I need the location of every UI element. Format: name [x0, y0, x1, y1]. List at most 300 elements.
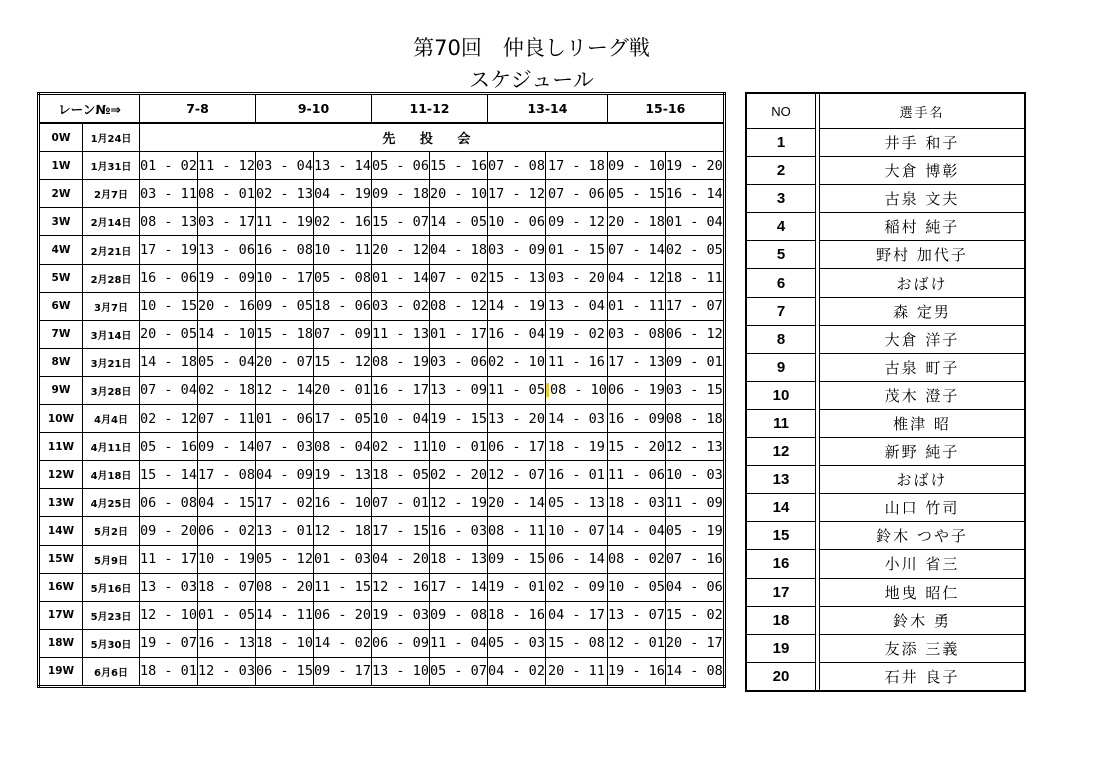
match-cell: 12 - 19 — [430, 489, 488, 517]
date-cell: 3月14日 — [83, 320, 140, 348]
lane-label: レーン№⇒ — [39, 94, 140, 124]
match-cell: 13 - 14 — [314, 152, 372, 180]
match-cell: 20 - 14 — [488, 489, 546, 517]
match-cell: 19 - 02 — [546, 320, 608, 348]
schedule-row — [39, 517, 725, 545]
event-row — [39, 123, 725, 152]
match-cell: 13 - 06 — [198, 236, 256, 264]
match-cell: 18 - 01 — [140, 657, 198, 686]
match-cell: 01 - 04 — [665, 208, 724, 236]
week-cell: 8W — [39, 348, 83, 376]
player-row — [746, 325, 1025, 353]
player-number: 11 — [746, 409, 816, 437]
match-cell: 05 - 03 — [488, 629, 546, 657]
match-cell: 16 - 01 — [546, 461, 608, 489]
match-cell: 03 - 11 — [140, 180, 198, 208]
match-cell: 08 - 12 — [430, 292, 488, 320]
match-cell: 10 - 05 — [607, 573, 665, 601]
player-name: 大倉 洋子 — [820, 325, 1026, 353]
player-name: 山口 竹司 — [820, 494, 1026, 522]
match-cell: 06 - 09 — [372, 629, 430, 657]
match-cell: 19 - 16 — [607, 657, 665, 686]
players-table — [745, 92, 1026, 692]
match-cell: 09 - 17 — [314, 657, 372, 686]
match-cell: 03 - 04 — [256, 152, 314, 180]
match-cell: 08 - 19 — [372, 348, 430, 376]
match-cell: 07 - 08 — [488, 152, 546, 180]
date-cell: 5月16日 — [83, 573, 140, 601]
match-text: 08 - 10 — [550, 382, 607, 399]
date-cell: 3月7日 — [83, 292, 140, 320]
match-cell: 09 - 05 — [256, 292, 314, 320]
week-cell: 3W — [39, 208, 83, 236]
player-number: 9 — [746, 353, 816, 381]
schedule-row — [39, 180, 725, 208]
match-cell: 04 - 17 — [546, 601, 608, 629]
match-cell: 07 - 04 — [140, 376, 198, 404]
match-cell: 20 - 10 — [430, 180, 488, 208]
match-cell: 06 - 15 — [256, 657, 314, 686]
match-cell: 17 - 05 — [314, 405, 372, 433]
match-cell: 19 - 07 — [140, 629, 198, 657]
match-cell: 03 - 20 — [546, 264, 608, 292]
match-cell: 19 - 15 — [430, 405, 488, 433]
match-cell: 06 - 08 — [140, 489, 198, 517]
match-cell: 05 - 15 — [607, 180, 665, 208]
match-cell: 02 - 10 — [488, 348, 546, 376]
page-title: 第70回 仲良しリーグ戦 — [413, 36, 650, 60]
match-cell: 18 - 13 — [430, 545, 488, 573]
week-cell: 2W — [39, 180, 83, 208]
match-cell: 10 - 06 — [488, 208, 546, 236]
match-cell: 10 - 11 — [314, 236, 372, 264]
match-cell: 06 - 17 — [488, 433, 546, 461]
match-cell: 15 - 13 — [488, 264, 546, 292]
player-number: 17 — [746, 578, 816, 606]
match-cell: 08 - 02 — [607, 545, 665, 573]
schedule-row — [39, 489, 725, 517]
match-cell: 02 - 11 — [372, 433, 430, 461]
lane-header: 7-8 — [140, 94, 256, 124]
match-cell: 03 - 17 — [198, 208, 256, 236]
match-cell: 06 - 20 — [314, 601, 372, 629]
match-cell: 12 - 10 — [140, 601, 198, 629]
match-cell: 20 - 18 — [607, 208, 665, 236]
schedule-row — [39, 208, 725, 236]
player-number: 7 — [746, 297, 816, 325]
player-number: 3 — [746, 185, 816, 213]
player-number: 14 — [746, 494, 816, 522]
match-cell: 14 - 18 — [140, 348, 198, 376]
match-cell: 04 - 12 — [607, 264, 665, 292]
match-cell: 17 - 14 — [430, 573, 488, 601]
week-cell: 15W — [39, 545, 83, 573]
match-cell: 16 - 10 — [314, 489, 372, 517]
player-name: 椎津 昭 — [820, 409, 1026, 437]
player-name: 石井 良子 — [820, 662, 1026, 691]
match-cell: 06 - 14 — [546, 545, 608, 573]
match-cell: 18 - 07 — [198, 573, 256, 601]
match-cell: 10 - 03 — [665, 461, 724, 489]
schedule-row — [39, 264, 725, 292]
schedule-row — [39, 433, 725, 461]
match-cell: 01 - 03 — [314, 545, 372, 573]
match-cell: 11 - 04 — [430, 629, 488, 657]
name-header: 選手名 — [820, 93, 1026, 129]
date-cell: 1月24日 — [83, 123, 140, 152]
match-cell: 05 - 12 — [256, 545, 314, 573]
week-cell: 12W — [39, 461, 83, 489]
week-cell: 5W — [39, 264, 83, 292]
player-name: 鈴木 つや子 — [820, 522, 1026, 550]
player-number: 6 — [746, 269, 816, 297]
match-cell: 11 - 13 — [372, 320, 430, 348]
match-cell: 17 - 18 — [546, 152, 608, 180]
match-cell: 04 - 09 — [256, 461, 314, 489]
match-cell: 11 - 05 — [488, 376, 546, 404]
match-cell: 10 - 04 — [372, 405, 430, 433]
players-header-row — [746, 93, 1025, 129]
date-cell: 4月4日 — [83, 405, 140, 433]
player-number: 13 — [746, 466, 816, 494]
match-cell: 12 - 01 — [607, 629, 665, 657]
match-cell: 16 - 03 — [430, 517, 488, 545]
player-number: 20 — [746, 662, 816, 691]
player-name: 小川 省三 — [820, 550, 1026, 578]
match-cell: 03 - 08 — [607, 320, 665, 348]
match-cell: 11 - 15 — [314, 573, 372, 601]
match-cell: 12 - 14 — [256, 376, 314, 404]
match-cell: 08 - 20 — [256, 573, 314, 601]
match-cell: 06 - 12 — [665, 320, 724, 348]
match-cell: 14 - 08 — [665, 657, 724, 686]
player-name: 友添 三義 — [820, 634, 1026, 662]
player-name: 井手 和子 — [820, 129, 1026, 157]
schedule-row — [39, 461, 725, 489]
match-cell: 16 - 13 — [198, 629, 256, 657]
player-number: 15 — [746, 522, 816, 550]
match-cell: 09 - 01 — [665, 348, 724, 376]
match-cell: 05 - 04 — [198, 348, 256, 376]
match-cell: 18 - 05 — [372, 461, 430, 489]
match-cell: 17 - 19 — [140, 236, 198, 264]
player-name: 稲村 純子 — [820, 213, 1026, 241]
week-cell: 0W — [39, 123, 83, 152]
match-cell: 08 - 01 — [198, 180, 256, 208]
match-cell: 13 - 03 — [140, 573, 198, 601]
player-row — [746, 269, 1025, 297]
match-cell: 11 - 17 — [140, 545, 198, 573]
player-row — [746, 213, 1025, 241]
player-row — [746, 353, 1025, 381]
match-cell: 07 - 16 — [665, 545, 724, 573]
match-cell: 04 - 19 — [314, 180, 372, 208]
player-row — [746, 381, 1025, 409]
match-cell: 14 - 05 — [430, 208, 488, 236]
player-name: 古泉 町子 — [820, 353, 1026, 381]
match-cell: 02 - 05 — [665, 236, 724, 264]
date-cell: 2月7日 — [83, 180, 140, 208]
player-number: 16 — [746, 550, 816, 578]
match-cell: 05 - 06 — [372, 152, 430, 180]
match-cell: 14 - 10 — [198, 320, 256, 348]
player-row — [746, 438, 1025, 466]
match-cell: 20 - 05 — [140, 320, 198, 348]
match-cell: 14 - 03 — [546, 405, 608, 433]
match-cell: 01 - 02 — [140, 152, 198, 180]
match-cell: 10 - 17 — [256, 264, 314, 292]
match-cell: 04 - 18 — [430, 236, 488, 264]
player-row — [746, 297, 1025, 325]
match-cell: 13 - 10 — [372, 657, 430, 686]
match-cell: 17 - 08 — [198, 461, 256, 489]
date-cell: 2月14日 — [83, 208, 140, 236]
match-cell: 06 - 02 — [198, 517, 256, 545]
match-cell: 19 - 13 — [314, 461, 372, 489]
match-cell: 12 - 16 — [372, 573, 430, 601]
player-number: 10 — [746, 381, 816, 409]
date-cell: 2月21日 — [83, 236, 140, 264]
match-cell: 07 - 14 — [607, 236, 665, 264]
player-name: 新野 純子 — [820, 438, 1026, 466]
player-name: 野村 加代子 — [820, 241, 1026, 269]
match-cell: 04 - 20 — [372, 545, 430, 573]
date-cell: 4月25日 — [83, 489, 140, 517]
date-cell: 4月18日 — [83, 461, 140, 489]
date-cell: 5月23日 — [83, 601, 140, 629]
date-cell: 1月31日 — [83, 152, 140, 180]
match-cell: 02 - 12 — [140, 405, 198, 433]
match-cell: 09 - 15 — [488, 545, 546, 573]
schedule-row — [39, 545, 725, 573]
match-cell: 07 - 02 — [430, 264, 488, 292]
match-cell: 14 - 02 — [314, 629, 372, 657]
date-cell: 5月2日 — [83, 517, 140, 545]
schedule-header-row — [39, 94, 725, 124]
week-cell: 6W — [39, 292, 83, 320]
player-name: 鈴木 勇 — [820, 606, 1026, 634]
match-cell: 01 - 14 — [372, 264, 430, 292]
match-cell: 18 - 16 — [488, 601, 546, 629]
match-cell: 03 - 06 — [430, 348, 488, 376]
match-cell: 04 - 02 — [488, 657, 546, 686]
match-cell: 14 - 19 — [488, 292, 546, 320]
match-cell: 13 - 01 — [256, 517, 314, 545]
match-cell: 10 - 19 — [198, 545, 256, 573]
match-cell: 16 - 09 — [607, 405, 665, 433]
match-cell: 11 - 12 — [198, 152, 256, 180]
player-row — [746, 185, 1025, 213]
match-cell: 10 - 15 — [140, 292, 198, 320]
player-number: 5 — [746, 241, 816, 269]
player-row — [746, 466, 1025, 494]
match-cell: 12 - 13 — [665, 433, 724, 461]
week-cell: 18W — [39, 629, 83, 657]
match-cell: 05 - 19 — [665, 517, 724, 545]
schedule-row — [39, 152, 725, 180]
schedule-row — [39, 236, 725, 264]
match-cell: 15 - 14 — [140, 461, 198, 489]
match-cell: 09 - 18 — [372, 180, 430, 208]
week-cell: 9W — [39, 376, 83, 404]
schedule-row — [39, 292, 725, 320]
match-cell: 04 - 06 — [665, 573, 724, 601]
match-cell: 15 - 20 — [607, 433, 665, 461]
date-cell: 4月11日 — [83, 433, 140, 461]
player-number: 18 — [746, 606, 816, 634]
player-row — [746, 129, 1025, 157]
match-cell: 11 - 09 — [665, 489, 724, 517]
player-number: 2 — [746, 157, 816, 185]
player-number: 12 — [746, 438, 816, 466]
match-cell: 16 - 06 — [140, 264, 198, 292]
match-cell: 05 - 13 — [546, 489, 608, 517]
match-cell: 15 - 18 — [256, 320, 314, 348]
match-cell: 03 - 15 — [665, 376, 724, 404]
match-cell: 10 - 07 — [546, 517, 608, 545]
schedule-row — [39, 348, 725, 376]
player-row — [746, 522, 1025, 550]
match-cell: 11 - 06 — [607, 461, 665, 489]
match-cell: 18 - 06 — [314, 292, 372, 320]
match-cell: 19 - 20 — [665, 152, 724, 180]
match-cell: 13 - 04 — [546, 292, 608, 320]
schedule-table — [37, 92, 726, 688]
player-row — [746, 157, 1025, 185]
page-subtitle: スケジュール — [469, 68, 594, 92]
player-row — [746, 578, 1025, 606]
date-cell: 5月30日 — [83, 629, 140, 657]
player-name: 古泉 文夫 — [820, 185, 1026, 213]
match-cell: 18 - 11 — [665, 264, 724, 292]
week-cell: 14W — [39, 517, 83, 545]
player-number: 4 — [746, 213, 816, 241]
player-row — [746, 241, 1025, 269]
match-cell: 01 - 06 — [256, 405, 314, 433]
match-cell: 12 - 03 — [198, 657, 256, 686]
player-name: 大倉 博彰 — [820, 157, 1026, 185]
match-cell: 09 - 14 — [198, 433, 256, 461]
match-cell: 20 - 11 — [546, 657, 608, 686]
match-cell: 06 - 19 — [607, 376, 665, 404]
player-row — [746, 606, 1025, 634]
match-cell: 02 - 18 — [198, 376, 256, 404]
match-cell: 01 - 15 — [546, 236, 608, 264]
player-number: 19 — [746, 634, 816, 662]
date-cell: 3月21日 — [83, 348, 140, 376]
match-cell: 19 - 03 — [372, 601, 430, 629]
match-cell: 14 - 04 — [607, 517, 665, 545]
match-cell: 08 - 04 — [314, 433, 372, 461]
match-cell: 09 - 12 — [546, 208, 608, 236]
match-cell: 04 - 15 — [198, 489, 256, 517]
match-cell: 13 - 07 — [607, 601, 665, 629]
match-cell: 02 - 13 — [256, 180, 314, 208]
week-cell: 17W — [39, 601, 83, 629]
match-cell: 16 - 17 — [372, 376, 430, 404]
week-cell: 11W — [39, 433, 83, 461]
schedule-row — [39, 601, 725, 629]
player-row — [746, 634, 1025, 662]
match-cell: 19 - 01 — [488, 573, 546, 601]
highlight-mark — [546, 383, 549, 397]
player-name: おばけ — [820, 269, 1026, 297]
schedule-row — [39, 573, 725, 601]
match-cell: 20 - 01 — [314, 376, 372, 404]
match-cell: 09 - 10 — [607, 152, 665, 180]
player-row — [746, 494, 1025, 522]
match-cell: 17 - 02 — [256, 489, 314, 517]
match-cell: 17 - 13 — [607, 348, 665, 376]
match-cell: 01 - 11 — [607, 292, 665, 320]
player-name: おばけ — [820, 466, 1026, 494]
match-cell: 18 - 19 — [546, 433, 608, 461]
schedule-row — [39, 657, 725, 686]
player-number: 1 — [746, 129, 816, 157]
match-cell: 15 - 08 — [546, 629, 608, 657]
date-cell: 6月6日 — [83, 657, 140, 686]
match-cell: 02 - 09 — [546, 573, 608, 601]
week-cell: 10W — [39, 405, 83, 433]
match-cell: 01 - 05 — [198, 601, 256, 629]
match-cell: 16 - 08 — [256, 236, 314, 264]
schedule-row — [39, 405, 725, 433]
match-cell — [546, 376, 608, 404]
match-cell: 09 - 08 — [430, 601, 488, 629]
schedule-row — [39, 376, 725, 404]
lane-header: 13-14 — [488, 94, 608, 124]
event-cell: 先 投 会 — [140, 123, 725, 152]
match-cell: 07 - 11 — [198, 405, 256, 433]
week-cell: 7W — [39, 320, 83, 348]
player-row — [746, 409, 1025, 437]
date-cell: 2月28日 — [83, 264, 140, 292]
week-cell: 1W — [39, 152, 83, 180]
no-header: NO — [746, 93, 816, 129]
lane-header: 9-10 — [256, 94, 372, 124]
match-cell: 08 - 18 — [665, 405, 724, 433]
match-cell: 20 - 12 — [372, 236, 430, 264]
date-cell: 3月28日 — [83, 376, 140, 404]
match-cell: 07 - 09 — [314, 320, 372, 348]
match-cell: 09 - 20 — [140, 517, 198, 545]
match-cell: 15 - 16 — [430, 152, 488, 180]
date-cell: 5月9日 — [83, 545, 140, 573]
match-cell: 05 - 08 — [314, 264, 372, 292]
match-cell: 13 - 20 — [488, 405, 546, 433]
match-cell: 03 - 09 — [488, 236, 546, 264]
match-cell: 15 - 12 — [314, 348, 372, 376]
match-cell: 05 - 07 — [430, 657, 488, 686]
match-cell: 17 - 07 — [665, 292, 724, 320]
match-cell: 01 - 17 — [430, 320, 488, 348]
match-cell: 03 - 02 — [372, 292, 430, 320]
match-cell: 10 - 01 — [430, 433, 488, 461]
player-number: 8 — [746, 325, 816, 353]
match-cell: 05 - 16 — [140, 433, 198, 461]
match-cell: 08 - 13 — [140, 208, 198, 236]
match-cell: 17 - 12 — [488, 180, 546, 208]
match-cell: 18 - 03 — [607, 489, 665, 517]
match-cell: 15 - 02 — [665, 601, 724, 629]
match-cell: 18 - 10 — [256, 629, 314, 657]
player-name: 茂木 澄子 — [820, 381, 1026, 409]
match-cell: 07 - 06 — [546, 180, 608, 208]
match-cell: 11 - 16 — [546, 348, 608, 376]
week-cell: 16W — [39, 573, 83, 601]
match-cell: 08 - 11 — [488, 517, 546, 545]
match-cell: 20 - 17 — [665, 629, 724, 657]
